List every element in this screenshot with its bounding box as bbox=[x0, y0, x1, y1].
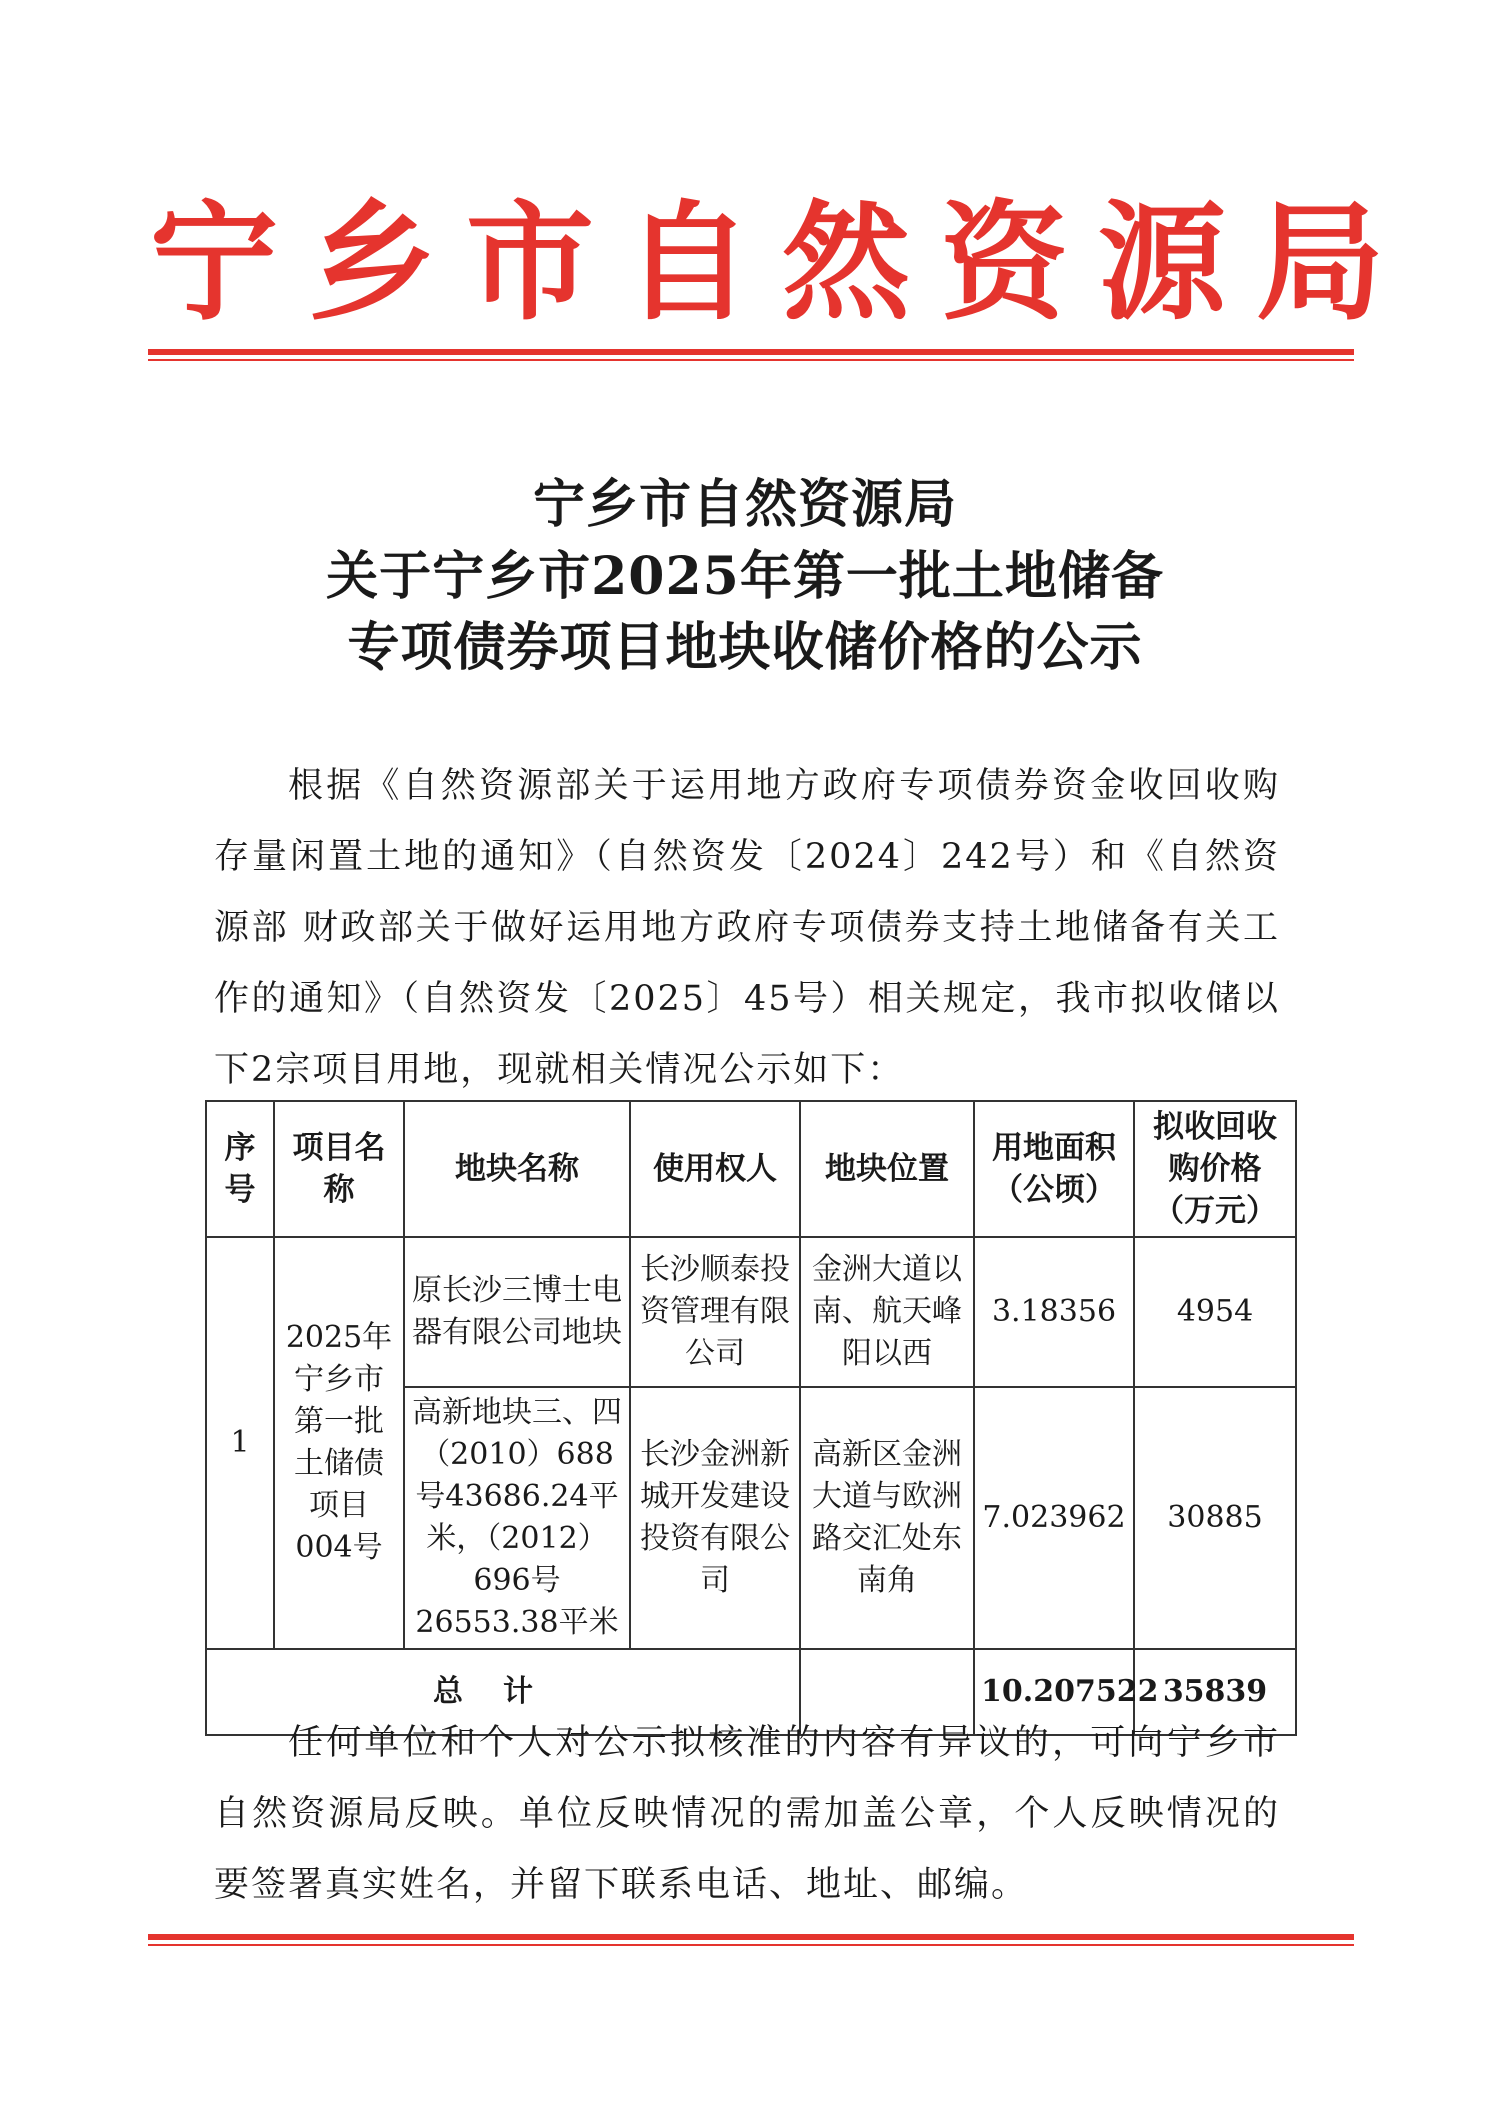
cell-location: 金洲大道以南、航天峰阳以西 bbox=[800, 1237, 974, 1387]
title-line-1: 宁乡市自然资源局 bbox=[532, 474, 957, 535]
header-parcel: 地块名称 bbox=[404, 1101, 630, 1237]
title-line-3: 专项债券项目地块收储价格的公示 bbox=[347, 617, 1143, 678]
header-red-line-thin bbox=[148, 359, 1354, 361]
cell-project: 2025年宁乡市第一批土储债项目004号 bbox=[274, 1237, 404, 1649]
cell-seq: 1 bbox=[206, 1237, 274, 1649]
header-owner: 使用权人 bbox=[630, 1101, 800, 1237]
cell-owner: 长沙金洲新城开发建设投资有限公司 bbox=[630, 1387, 800, 1649]
masthead: 宁乡市自然资源局 bbox=[150, 188, 1415, 338]
intro-paragraph: 根据《自然资源部关于运用地方政府专项债券资金收回收购存量闲置土地的通知》（自然资发〔2024〕242号）和《自然资源部 财政部关于做好运用地方政府专项债券支持土地储备有关工作的通知》（自然资发〔2025〕45号）相关规定，我市拟收储以下2宗项目用地，现就相关情况公示如下： bbox=[214, 766, 1280, 1090]
total-area: 10.207522 bbox=[974, 1649, 1134, 1735]
cell-price: 4954 bbox=[1134, 1237, 1296, 1387]
header-seq: 序号 bbox=[206, 1101, 274, 1237]
header-location: 地块位置 bbox=[800, 1101, 974, 1237]
title-line-2: 关于宁乡市2025年第一批土地储备 bbox=[326, 546, 1164, 607]
header-red-line bbox=[148, 349, 1354, 355]
table-header-row bbox=[206, 1101, 1296, 1237]
header-project: 项目名称 bbox=[274, 1101, 404, 1237]
table-row bbox=[206, 1237, 1296, 1387]
cell-area: 7.023962 bbox=[974, 1387, 1134, 1649]
cell-parcel: 原长沙三博士电器有限公司地块 bbox=[404, 1237, 630, 1387]
cell-parcel: 高新地块三、四（2010）688号43686.24平米，（2012）696号26553.38平米 bbox=[404, 1387, 630, 1649]
footer-red-line-thin bbox=[148, 1944, 1354, 1946]
cell-area: 3.18356 bbox=[974, 1237, 1134, 1387]
header-area: 用地面积（公顷） bbox=[974, 1101, 1134, 1237]
closing-paragraph: 任何单位和个人对公示拟核准的内容有异议的，可向宁乡市自然资源局反映。单位反映情况的需加盖公章，个人反映情况的要签署真实姓名，并留下联系电话、地址、邮编。 bbox=[214, 1723, 1280, 1905]
cell-price: 30885 bbox=[1134, 1387, 1296, 1649]
cell-location: 高新区金洲大道与欧洲路交汇处东南角 bbox=[800, 1387, 974, 1649]
cell-owner: 长沙顺泰投资管理有限公司 bbox=[630, 1237, 800, 1387]
header-price: 拟收回收购价格（万元） bbox=[1134, 1101, 1296, 1237]
land-table bbox=[205, 1100, 1297, 1736]
total-label: 总计 bbox=[206, 1649, 800, 1735]
total-price: 35839 bbox=[1134, 1649, 1296, 1735]
footer-red-line bbox=[148, 1934, 1354, 1940]
